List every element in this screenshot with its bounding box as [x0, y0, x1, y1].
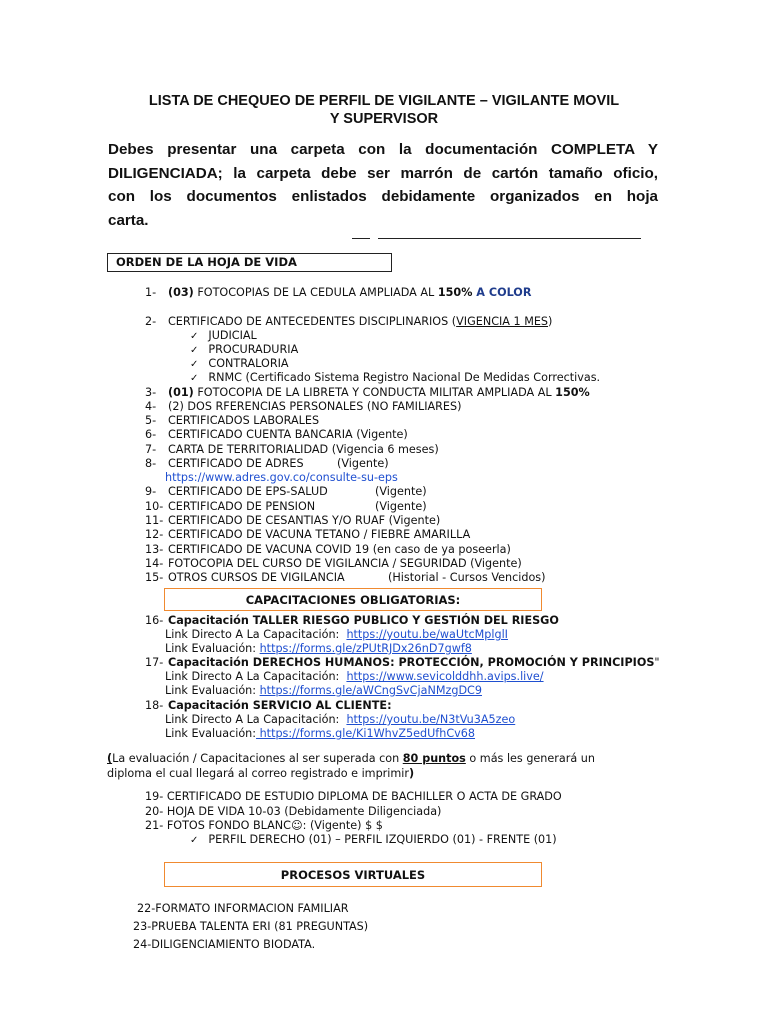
item-number: 10-	[145, 500, 164, 513]
list-item	[145, 286, 531, 300]
list-item	[145, 457, 304, 471]
check-item	[190, 371, 600, 386]
document-title-line2: Y SUPERVISOR	[329, 111, 439, 127]
item-text: OTROS CURSOS DE VIGILANCIA	[168, 571, 345, 584]
training-link-label: Link Directo A La Capacitación:	[165, 713, 340, 726]
item-history-note: (Historial - Cursos Vencidos)	[388, 571, 546, 584]
note-paren: )	[409, 767, 415, 780]
intro-line: con los documentos enlistados debidamente organizados en hoja	[108, 188, 658, 205]
list-item	[145, 500, 315, 514]
virtual-process-item: 23-PRUEBA TALENTA ERI (81 PREGUNTAS)	[133, 920, 369, 933]
item-text: FOTOCOPIA DE LA LIBRETA Y CONDUCTA MILITAR AMPLIADA AL	[193, 386, 556, 399]
training-link-row	[165, 670, 544, 684]
intro-line: DILIGENCIADA; la carpeta debe ser marrón de cartón tamaño oficio,	[108, 164, 658, 182]
training-item	[145, 614, 559, 628]
item-number: 6-	[145, 428, 157, 441]
item-number: 5-	[145, 414, 157, 427]
item-number: 3-	[145, 386, 157, 399]
checkmark-icon: ✓	[190, 835, 199, 846]
training-video-link[interactable]: https://www.sevicolddhh.avips.live/	[346, 670, 544, 683]
evaluation-note-line1	[107, 752, 657, 766]
item-number: 8-	[145, 457, 157, 470]
item-text: CERTIFICADO DE CESANTIAS Y/O RUAF (Vigente)	[168, 514, 441, 527]
list-item	[145, 443, 439, 457]
item-bold: (03)	[168, 286, 194, 299]
item-number: 12-	[145, 528, 164, 541]
list-item	[145, 557, 522, 571]
virtual-process-item: 22-FORMATO INFORMACION FAMILIAR	[137, 902, 349, 915]
training-link-label: Link Directo A La Capacitación:	[165, 670, 340, 683]
item-validity: (Vigente)	[375, 485, 427, 498]
note-text: La evaluación / Capacitaciones al ser superada con	[112, 752, 403, 765]
item-number: 14-	[145, 557, 164, 570]
adres-link[interactable]	[165, 471, 398, 485]
item-bold: (01)	[168, 386, 194, 399]
check-item	[190, 357, 289, 372]
evaluation-link-label: Link Evaluación:	[165, 727, 257, 740]
training-title-quote: "	[654, 656, 660, 669]
check-item	[190, 343, 298, 358]
virtual-process-item: 24-DILIGENCIAMIENTO BIODATA.	[133, 938, 316, 951]
training-title: Capacitación SERVICIO AL CLIENTE:	[168, 699, 392, 712]
item-text: CERTIFICADO DE VACUNA COVID 19 (en caso de ya poseerla)	[168, 543, 511, 556]
item-number: 16-	[145, 614, 164, 627]
item-number: 13-	[145, 543, 164, 556]
list-item	[145, 485, 328, 499]
training-video-link[interactable]: https://youtu.be/waUtcMplglI	[346, 628, 508, 641]
check-item	[190, 329, 257, 344]
training-video-link[interactable]: https://youtu.be/N3tVu3A5zeo	[346, 713, 516, 726]
item-text: )	[548, 315, 553, 328]
section-header-procesos-label: PROCESOS VIRTUALES	[280, 868, 426, 882]
list-item	[145, 528, 470, 542]
adres-link-url[interactable]: https://www.adres.gov.co/consulte-su-eps	[165, 471, 398, 484]
training-link-row	[165, 684, 482, 698]
checkmark-icon: ✓	[190, 359, 199, 370]
section-header-procesos	[164, 862, 542, 887]
check-item	[190, 833, 557, 848]
item-text: FOTOCOPIA DEL CURSO DE VIGILANCIA / SEGURIDAD (Vigente)	[168, 557, 522, 570]
training-title: Capacitación TALLER RIESGO PUBLICO Y GESTIÓN DEL RIESGO	[168, 614, 559, 627]
note-text: diploma el cual llegará al correo registrado e imprimir	[107, 767, 409, 780]
training-title: Capacitación DERECHOS HUMANOS: PROTECCIÓN, PROMOCIÓN Y PRINCIPIOS	[168, 656, 655, 669]
item-number: 11-	[145, 514, 164, 527]
intro-line: Debes presentar una carpeta con la documentación COMPLETA Y	[108, 141, 658, 158]
evaluation-link[interactable]: https://forms.gle/zPUtRJDx26nD7gwf8	[259, 642, 472, 655]
check-item-label: CONTRALORIA	[208, 357, 289, 370]
checkmark-icon: ✓	[190, 331, 199, 342]
intro-line: carta.	[108, 211, 149, 229]
check-item-label: JUDICIAL	[208, 329, 257, 342]
note-points: 80 puntos	[402, 752, 466, 765]
check-item-label: RNMC (Certificado Sistema Registro Nacional De Medidas Correctivas.	[208, 371, 601, 384]
check-item-label: PERFIL DERECHO (01) – PERFIL IZQUIERDO (01) - FRENTE (01)	[208, 833, 557, 846]
item-validity: VIGENCIA 1 MES	[456, 315, 549, 328]
training-item	[145, 656, 660, 670]
item-number: 7-	[145, 443, 157, 456]
item-text: CERTIFICADO CUENTA BANCARIA (Vigente)	[168, 428, 408, 441]
check-item-label: PROCURADURIA	[208, 343, 299, 356]
list-item	[145, 514, 440, 528]
evaluation-link-label: Link Evaluación:	[165, 642, 257, 655]
list-item	[145, 315, 552, 329]
item-percent: 150%	[437, 286, 473, 299]
section-header-orden-label: ORDEN DE LA HOJA DE VIDA	[116, 255, 297, 269]
list-item	[145, 414, 319, 428]
item-number: 1-	[145, 286, 157, 299]
list-item	[145, 543, 511, 557]
item-text: CARTA DE TERRITORIALIDAD (Vigencia 6 meses)	[168, 443, 439, 456]
note-paren: (	[107, 752, 113, 765]
training-link-row	[165, 628, 508, 642]
item-text: CERTIFICADO DE VACUNA TETANO / FIEBRE AMARILLA	[168, 528, 471, 541]
section-header-capacitaciones	[164, 588, 542, 611]
training-link-row	[165, 713, 515, 727]
item-text: CERTIFICADO DE EPS-SALUD	[168, 485, 328, 498]
item-text: CERTIFICADO DE ADRES	[168, 457, 304, 470]
intro-paragraph	[108, 138, 658, 232]
signature-rule	[378, 238, 641, 239]
signature-rule-short	[352, 238, 370, 239]
list-item	[145, 386, 590, 400]
checkmark-icon: ✓	[190, 345, 199, 356]
item-text: FOTOCOPIAS DE LA CEDULA AMPLIADA AL	[193, 286, 438, 299]
item-text: (2) DOS RFERENCIAS PERSONALES (NO FAMILIARES)	[168, 400, 462, 413]
item-validity: (Vigente)	[375, 500, 427, 513]
section-header-capacitaciones-label: CAPACITACIONES OBLIGATORIAS:	[245, 593, 461, 607]
item-number: 17-	[145, 656, 164, 669]
item-number: 4-	[145, 400, 157, 413]
note-text: o más les generará un	[465, 752, 595, 765]
list-item	[145, 400, 461, 414]
document-title-line1: LISTA DE CHEQUEO DE PERFIL DE VIGILANTE – VIGILANTE MOVIL	[148, 93, 620, 109]
list-item	[145, 571, 345, 585]
item-text: CERTIFICADO DE PENSION	[168, 500, 316, 513]
evaluation-note-line2	[107, 767, 414, 781]
item-number: 2-	[145, 315, 157, 328]
item-number: 9-	[145, 485, 157, 498]
training-link-row	[165, 642, 472, 656]
list-item: 19- CERTIFICADO DE ESTUDIO DIPLOMA DE BACHILLER O ACTA DE GRADO	[145, 790, 562, 803]
item-validity: (Vigente)	[337, 457, 389, 470]
list-item: 20- HOJA DE VIDA 10-03 (Debidamente Diligenciada)	[145, 805, 442, 818]
section-header-orden	[107, 253, 392, 272]
training-link-row	[165, 727, 475, 741]
list-item: 21- FOTOS FONDO BLANC☺: (Vigente) $ $	[145, 819, 383, 832]
item-text: CERTIFICADOS LABORALES	[168, 414, 320, 427]
item-percent: 150%	[555, 386, 590, 399]
evaluation-link[interactable]: https://forms.gle/aWCngSvCjaNMzgDC9	[259, 684, 482, 697]
item-text: CERTIFICADO DE ANTECEDENTES DISCIPLINARIOS (	[168, 315, 457, 328]
item-number: 18-	[145, 699, 164, 712]
list-item	[145, 428, 408, 442]
item-color-note: A COLOR	[472, 286, 532, 299]
evaluation-link-label: Link Evaluación:	[165, 684, 257, 697]
item-number: 15-	[145, 571, 164, 584]
evaluation-link[interactable]: https://forms.gle/Ki1WhvZ5edUfhCv68	[256, 727, 476, 740]
checkmark-icon: ✓	[190, 373, 199, 384]
training-item	[145, 699, 392, 713]
training-link-label: Link Directo A La Capacitación:	[165, 628, 340, 641]
